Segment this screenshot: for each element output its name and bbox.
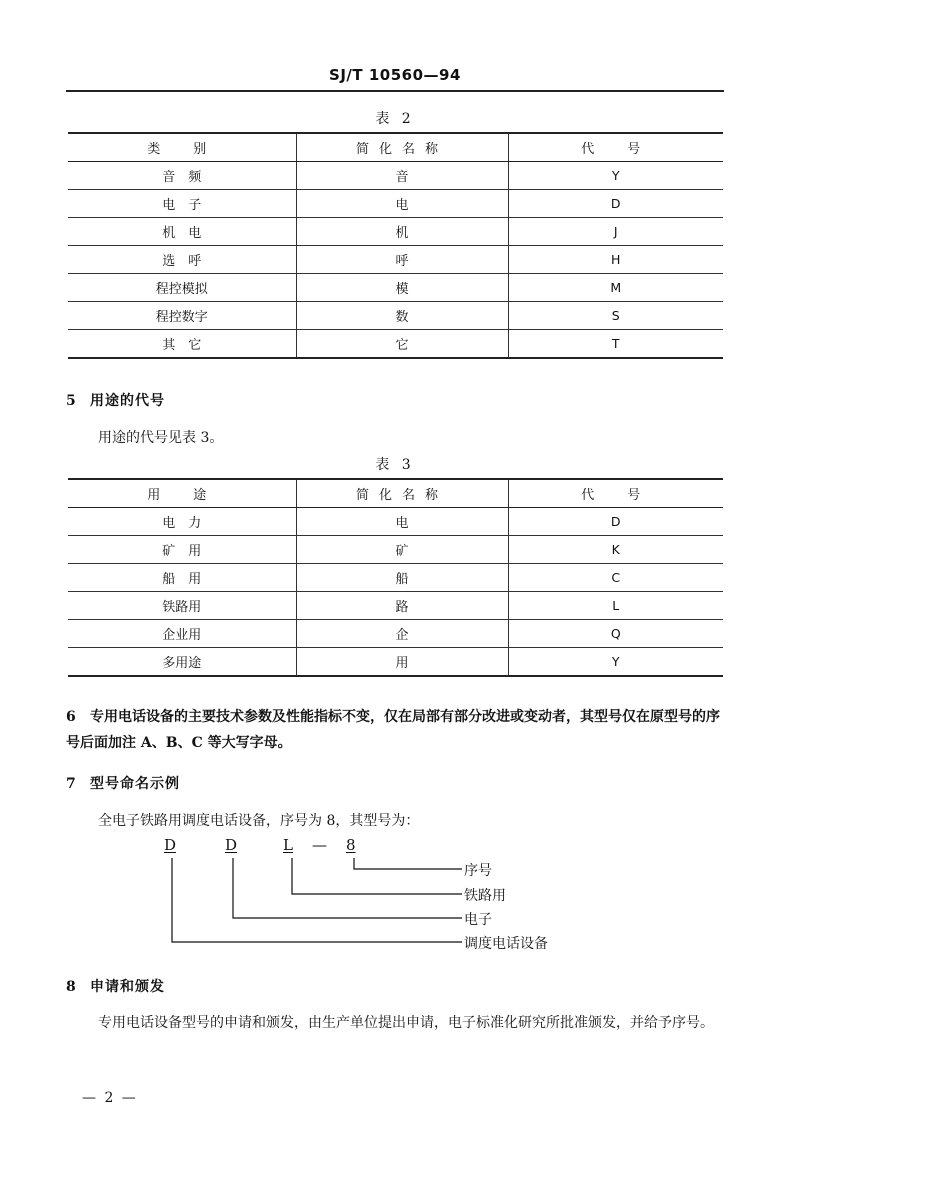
table-row	[68, 508, 723, 536]
section5-heading	[66, 390, 165, 410]
table-row	[68, 564, 723, 592]
table-cell: 电	[296, 508, 508, 536]
table-cell: 呼	[296, 246, 508, 274]
table2-header-code: 代 号	[508, 133, 723, 162]
table-cell: 它	[296, 330, 508, 359]
table3-header-row	[68, 479, 723, 508]
table3-header-code: 代 号	[508, 479, 723, 508]
section8-number: 8	[66, 979, 77, 995]
table-cell: 电 力	[68, 508, 296, 536]
table-cell: Q	[508, 620, 723, 648]
table-cell: 企业用	[68, 620, 296, 648]
table-cell: 路	[296, 592, 508, 620]
table-row	[68, 274, 723, 302]
table-row	[68, 592, 723, 620]
table2-caption: 表 2	[375, 111, 415, 127]
table-cell: 模	[296, 274, 508, 302]
table-cell: T	[508, 330, 723, 359]
section5-title: 用途的代号	[90, 393, 165, 409]
table-cell: J	[508, 218, 723, 246]
table-cell: 船 用	[68, 564, 296, 592]
diagram-letter-serial: 8	[346, 836, 356, 854]
table-cell: 企	[296, 620, 508, 648]
table-row	[68, 190, 723, 218]
diagram-dash: —	[312, 836, 327, 854]
table-row	[68, 302, 723, 330]
table3-header-usage: 用 途	[68, 479, 296, 508]
diagram-label-usage: 铁路用	[464, 888, 506, 904]
table-cell: 其 它	[68, 330, 296, 359]
diagram-letter-category: D	[164, 836, 177, 854]
leader-line-category	[172, 858, 462, 942]
section8-heading	[66, 976, 165, 996]
table-cell: S	[508, 302, 723, 330]
table2-header-row	[68, 133, 723, 162]
table-cell: K	[508, 536, 723, 564]
table-cell: D	[508, 190, 723, 218]
table-row	[68, 218, 723, 246]
table-cell: 矿 用	[68, 536, 296, 564]
table2	[68, 132, 723, 359]
section7-text: 全电子铁路用调度电话设备，序号为 8，其型号为：	[98, 813, 420, 829]
table-row	[68, 330, 723, 359]
table2-header-category: 类 别	[68, 133, 296, 162]
model-number-diagram	[150, 836, 610, 966]
table3-caption: 表 3	[375, 457, 415, 473]
leader-line-serial	[354, 858, 462, 869]
table-cell: 程控模拟	[68, 274, 296, 302]
table-row	[68, 162, 723, 190]
table-cell: Y	[508, 162, 723, 190]
section7-number: 7	[66, 776, 77, 792]
diagram-letter-usage: L	[283, 836, 293, 854]
diagram-label-category: 调度电话设备	[464, 936, 548, 952]
table-row	[68, 620, 723, 648]
table-cell: 用	[296, 648, 508, 677]
table-cell: 船	[296, 564, 508, 592]
section6-number: 6	[66, 709, 76, 725]
table-cell: L	[508, 592, 723, 620]
diagram-letter-type: D	[225, 836, 238, 854]
section5-text: 用途的代号见表 3。	[98, 430, 224, 446]
section5-number: 5	[66, 393, 77, 409]
table-cell: 矿	[296, 536, 508, 564]
diagram-label-type: 电子	[464, 912, 492, 928]
section8-text: 专用电话设备型号的申请和颁发，由生产单位提出申请，电子标准化研究所批准颁发，并给予序号。	[98, 1015, 714, 1031]
header-rule	[66, 90, 724, 92]
table-row	[68, 246, 723, 274]
table-cell: 电	[296, 190, 508, 218]
leader-line-type	[233, 858, 462, 918]
table-row	[68, 648, 723, 677]
table-cell: 铁路用	[68, 592, 296, 620]
table-cell: 音 频	[68, 162, 296, 190]
table-row	[68, 536, 723, 564]
section7-title: 型号命名示例	[90, 776, 180, 792]
table-cell: 电 子	[68, 190, 296, 218]
table-cell: Y	[508, 648, 723, 677]
section6-paragraph	[66, 704, 726, 756]
table3-header-short-name: 简化名称	[296, 479, 508, 508]
table-cell: 多用途	[68, 648, 296, 677]
table-cell: 音	[296, 162, 508, 190]
page-number: — 2 —	[82, 1090, 138, 1106]
standard-code: SJ/T 10560—94	[329, 66, 461, 84]
table3	[68, 478, 723, 677]
table-cell: 程控数字	[68, 302, 296, 330]
table-cell: M	[508, 274, 723, 302]
table-cell: 机	[296, 218, 508, 246]
leader-line-usage	[292, 858, 462, 894]
table-cell: C	[508, 564, 723, 592]
table-cell: 选 呼	[68, 246, 296, 274]
table-cell: H	[508, 246, 723, 274]
table2-header-short-name: 简化名称	[296, 133, 508, 162]
section6-text: 专用电话设备的主要技术参数及性能指标不变，仅在局部有部分改进或变动者，其型号仅在原型号的序号后面加注 A、B、C 等大写字母。	[66, 709, 720, 751]
table-cell: 数	[296, 302, 508, 330]
table-cell: 机 电	[68, 218, 296, 246]
section8-title: 申请和颁发	[90, 979, 165, 995]
section7-heading	[66, 773, 180, 793]
diagram-label-serial: 序号	[464, 863, 492, 879]
table-cell: D	[508, 508, 723, 536]
